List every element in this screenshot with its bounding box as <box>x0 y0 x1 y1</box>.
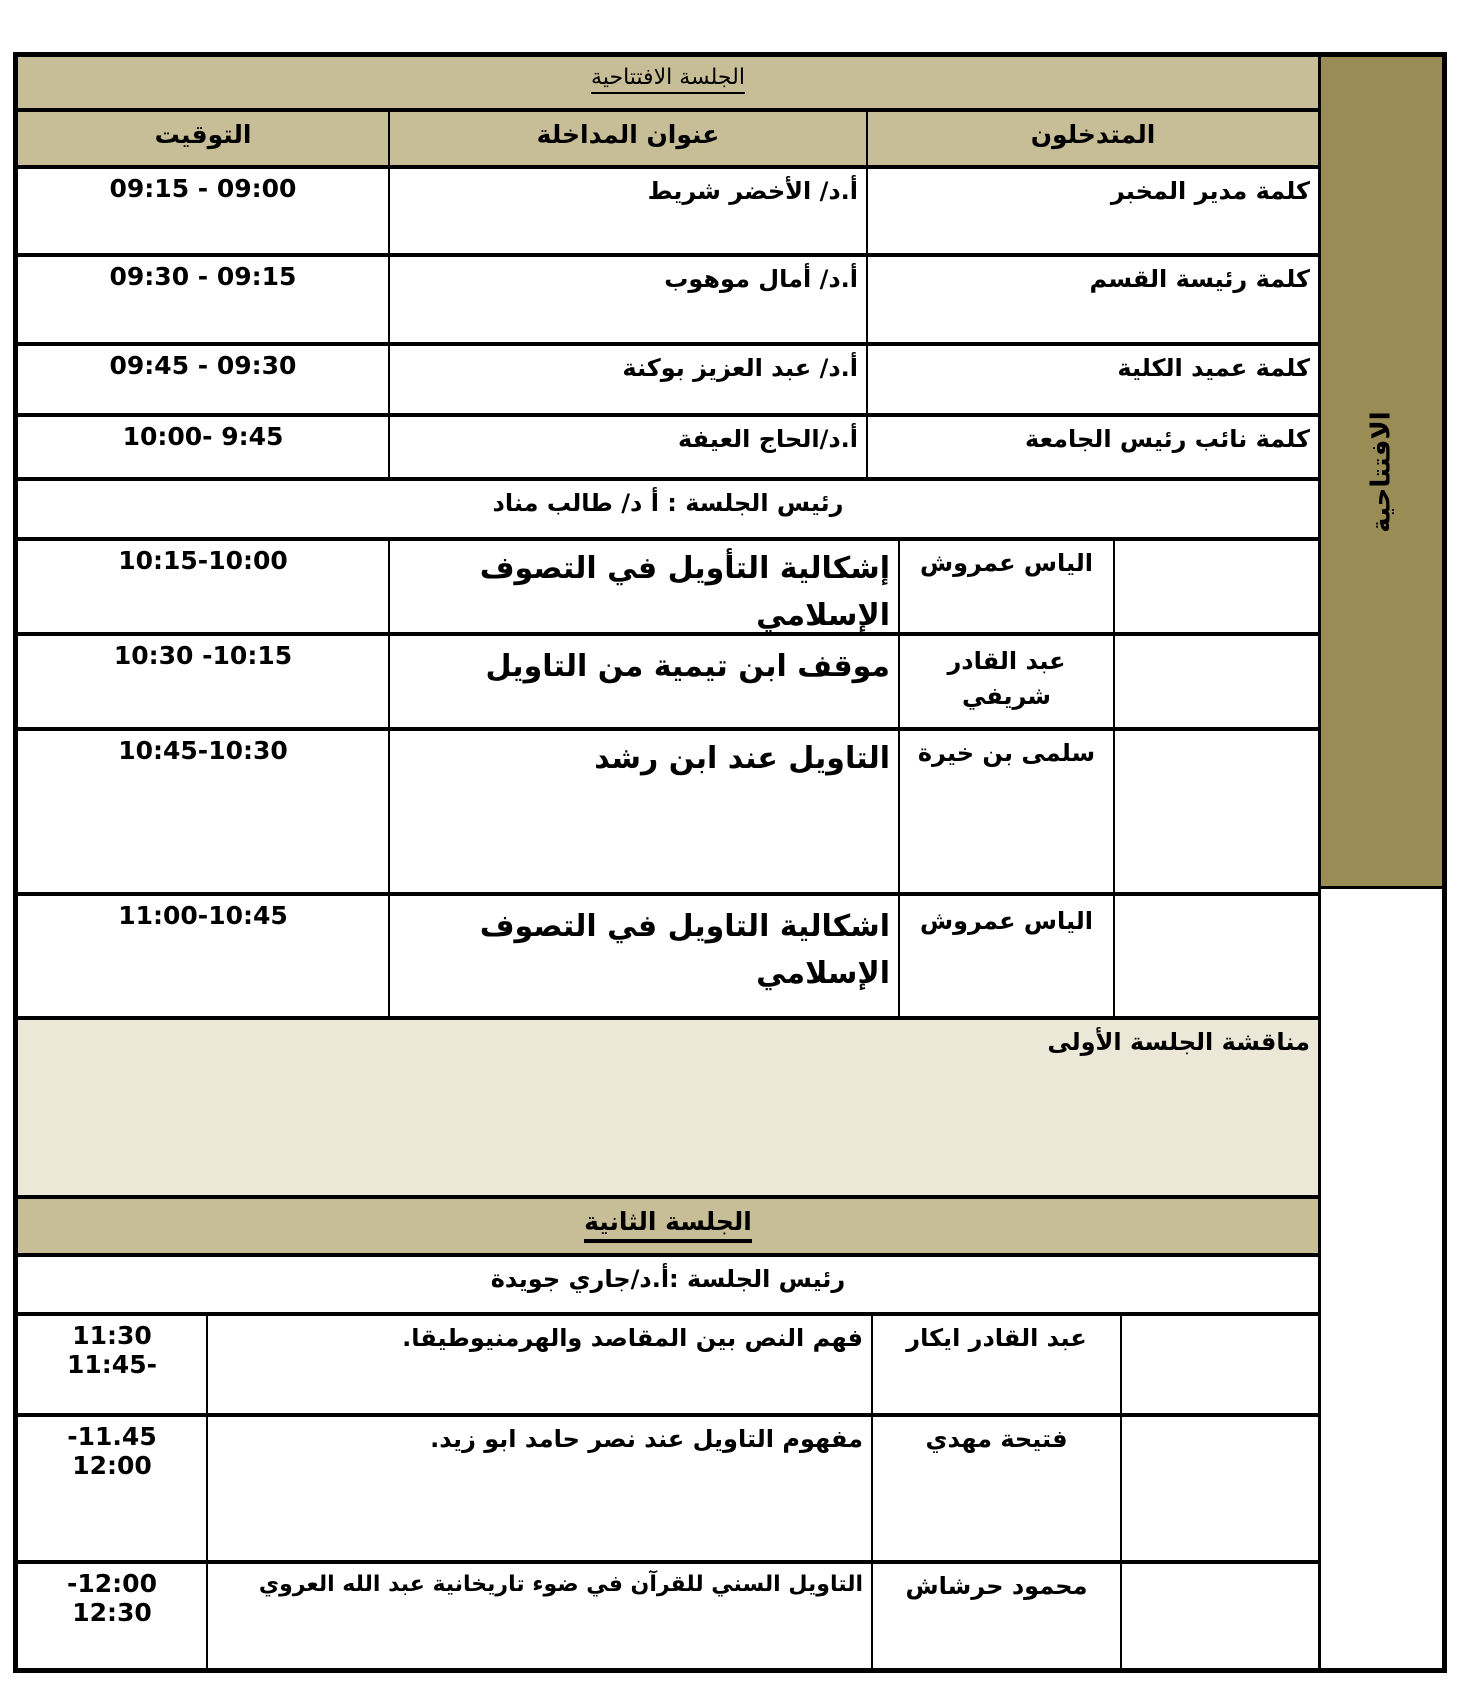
column-header-speakers: المتدخلون <box>866 112 1318 165</box>
time-cell: 10:00- 9:45 <box>122 422 284 451</box>
session2-title: الجلسة الثانية <box>584 1207 752 1243</box>
time-start: -12:00 <box>67 1569 157 1598</box>
empty-cell <box>1113 896 1318 1016</box>
discussion-label: مناقشة الجلسة الأولى <box>1047 1028 1310 1056</box>
table-row <box>18 1560 1318 1668</box>
table-row <box>18 165 1318 253</box>
talk-title-cell: التاويل عند ابن رشد <box>388 731 898 892</box>
talk-title-cell: أ.د/الحاج العيفة <box>388 417 866 477</box>
talk-title-cell: التاويل السني للقرآن في ضوء تاريخانية عبد الله العروي <box>206 1564 871 1668</box>
speaker-name-cell: محمود حرشاش <box>871 1564 1120 1668</box>
table-row <box>18 537 1318 632</box>
discussion-row <box>18 1016 1318 1195</box>
session1-title-cell <box>18 57 1318 108</box>
table-row <box>18 413 1318 477</box>
time-end: 11:45- <box>67 1350 157 1379</box>
sidebar-session1-tab <box>1321 57 1442 889</box>
empty-cell <box>1113 636 1318 727</box>
sidebar-empty-cell <box>1321 889 1442 1668</box>
time-cell: 11:00-10:45 <box>118 901 288 930</box>
talk-title-cell: إشكالية التأويل في التصوف الإسلامي <box>388 541 898 632</box>
time-start: 11:30 <box>72 1321 152 1350</box>
sidebar-column <box>1318 57 1442 1668</box>
table-row <box>18 892 1318 1016</box>
time-cell: 09:30 - 09:15 <box>109 262 297 291</box>
column-header-row <box>18 108 1318 165</box>
table-row <box>18 632 1318 727</box>
session1-header-row <box>18 57 1318 108</box>
session1-chair-row <box>18 477 1318 537</box>
session1-title: الجلسة الافتتاحية <box>591 65 745 94</box>
time-cell: 09:15 - 09:00 <box>109 174 297 203</box>
talk-title-cell: موقف ابن تيمية من التاويل <box>388 636 898 727</box>
time-end: 12:30 <box>72 1598 152 1627</box>
session2-chair: رئيس الجلسة :أ.د/جاري جويدة <box>490 1265 846 1293</box>
time-cell: 10:30 -10:15 <box>113 641 293 670</box>
speaker-cell: كلمة رئيسة القسم <box>866 257 1318 342</box>
talk-title-cell: أ.د/ الأخضر شريط <box>388 169 866 253</box>
talk-title-cell: أ.د/ أمال موهوب <box>388 257 866 342</box>
empty-cell <box>1120 1316 1318 1413</box>
time-cell: 10:45-10:30 <box>118 736 288 765</box>
column-header-talk-title: عنوان المداخلة <box>388 112 866 165</box>
session2-title-cell <box>18 1199 1318 1253</box>
time-start: -11.45 <box>67 1422 157 1451</box>
empty-cell <box>1120 1564 1318 1668</box>
speaker-name-cell: الياس عمروش <box>898 896 1113 1016</box>
column-header-time: التوقيت <box>154 120 252 149</box>
table-row <box>18 253 1318 342</box>
table-row <box>18 727 1318 892</box>
table-main-area <box>18 57 1318 1668</box>
speaker-name-cell: عبد القادر شريفي <box>898 636 1113 727</box>
time-cell <box>18 1564 206 1668</box>
empty-cell <box>1120 1417 1318 1560</box>
speaker-cell: كلمة نائب رئيس الجامعة <box>866 417 1318 477</box>
time-cell: 09:45 - 09:30 <box>109 351 297 380</box>
talk-title-cell: مفهوم التاويل عند نصر حامد ابو زيد. <box>206 1417 871 1560</box>
empty-cell <box>1113 541 1318 632</box>
time-cell <box>18 1316 206 1413</box>
speaker-name-cell: الياس عمروش <box>898 541 1113 632</box>
empty-cell <box>1113 731 1318 892</box>
speaker-cell: كلمة عميد الكلية <box>866 346 1318 413</box>
time-end: 12:00 <box>72 1451 152 1480</box>
session1-chair: رئيس الجلسة : أ د/ طالب مناد <box>492 489 844 517</box>
table-row <box>18 1312 1318 1413</box>
session2-chair-row <box>18 1253 1318 1312</box>
speaker-name-cell: سلمى بن خيرة <box>898 731 1113 892</box>
time-cell: 10:15-10:00 <box>118 546 288 575</box>
talk-title-cell: أ.د/ عبد العزيز بوكنة <box>388 346 866 413</box>
talk-title-cell: اشكالية التاويل في التصوف الإسلامي <box>388 896 898 1016</box>
speaker-name-cell: فتيحة مهدي <box>871 1417 1120 1560</box>
table-row <box>18 342 1318 413</box>
speaker-cell: كلمة مدير المخبر <box>866 169 1318 253</box>
table-row <box>18 1413 1318 1560</box>
speaker-name-cell: عبد القادر ايكار <box>871 1316 1120 1413</box>
talk-title-cell: فهم النص بين المقاصد والهرمنيوطيقا. <box>206 1316 871 1413</box>
sidebar-session1-label: الافتتاحية <box>1366 410 1397 533</box>
session2-header-row <box>18 1195 1318 1253</box>
time-cell <box>18 1417 206 1560</box>
program-table <box>13 52 1447 1673</box>
